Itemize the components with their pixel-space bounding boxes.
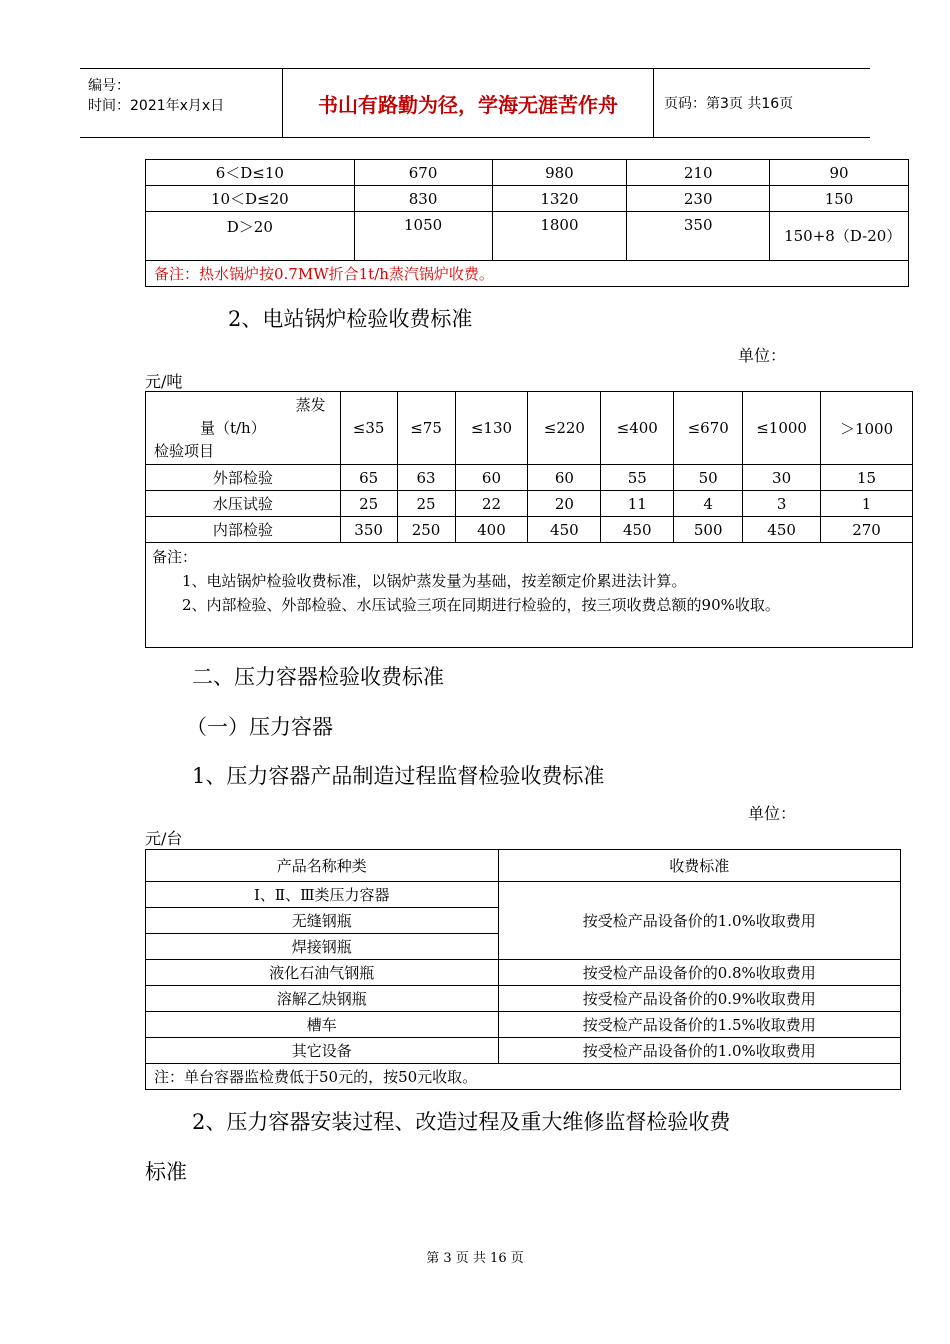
unit-value: 元/台 bbox=[145, 829, 183, 848]
table-cell: 500 bbox=[674, 517, 743, 543]
column-header: 收费标准 bbox=[498, 850, 900, 882]
column-header: ≤35 bbox=[340, 392, 397, 465]
table-header-row bbox=[146, 850, 901, 882]
table-cell: 90 bbox=[770, 160, 909, 186]
table-cell: 10＜D≤20 bbox=[146, 186, 355, 212]
table-cell: 400 bbox=[455, 517, 528, 543]
column-header: ≤75 bbox=[397, 392, 455, 465]
header-page-number: 页码：第3页 共16页 bbox=[664, 96, 794, 112]
table-cell: 63 bbox=[397, 465, 455, 491]
note-item: 2、内部检验、外部检验、水压试验三项在同期进行检验的，按三项收费总额的90%收取。 bbox=[182, 596, 780, 614]
fee-cell: 按受检产品设备价的1.0%收取费用 bbox=[498, 1038, 900, 1064]
document-number: 编号： bbox=[88, 78, 130, 94]
table-row bbox=[146, 960, 901, 986]
row-label: 外部检验 bbox=[146, 465, 341, 491]
table-cell: 1800 bbox=[492, 212, 627, 261]
fee-cell: 按受检产品设备价的0.9%收取费用 bbox=[498, 986, 900, 1012]
subsection-title-pressure-vessel: （一）压力容器 bbox=[186, 715, 333, 739]
table-cell: 450 bbox=[601, 517, 674, 543]
row-label: 水压试验 bbox=[146, 491, 341, 517]
table-cell: 6＜D≤10 bbox=[146, 160, 355, 186]
header-corner-top: 蒸发 bbox=[295, 395, 326, 414]
table-cell: 50 bbox=[674, 465, 743, 491]
table-cell: 230 bbox=[627, 186, 770, 212]
section-title-power-boiler: 2、电站锅炉检验收费标准 bbox=[228, 307, 473, 331]
column-header: ≤130 bbox=[455, 392, 528, 465]
unit-label: 单位： bbox=[748, 804, 797, 823]
table-cell: 30 bbox=[743, 465, 821, 491]
table-cell: 25 bbox=[397, 491, 455, 517]
pressure-vessel-fee-table bbox=[145, 849, 901, 1090]
product-cell: Ⅰ、Ⅱ、Ⅲ类压力容器 bbox=[146, 882, 499, 908]
table-cell: 150+8（D-20） bbox=[770, 212, 909, 261]
table-cell: 830 bbox=[354, 186, 492, 212]
column-header: ＞1000 bbox=[821, 392, 913, 465]
table-cell: 150 bbox=[770, 186, 909, 212]
table-note-row bbox=[146, 1064, 901, 1090]
table-row bbox=[146, 212, 909, 261]
fee-cell: 按受检产品设备价的0.8%收取费用 bbox=[498, 960, 900, 986]
section-title-manufacture: 1、压力容器产品制造过程监督检验收费标准 bbox=[192, 764, 605, 788]
table-cell: 65 bbox=[340, 465, 397, 491]
product-cell: 槽车 bbox=[146, 1012, 499, 1038]
header-corner-mid: 量（t/h） bbox=[199, 418, 266, 437]
table-cell: 270 bbox=[821, 517, 913, 543]
table-header-row bbox=[146, 392, 913, 465]
table-row bbox=[146, 160, 909, 186]
table-cell: 1320 bbox=[492, 186, 627, 212]
table-cell: 11 bbox=[601, 491, 674, 517]
column-header: ≤400 bbox=[601, 392, 674, 465]
table-cell: 20 bbox=[528, 491, 601, 517]
table-note: 备注：热水锅炉按0.7MW折合1t/h蒸汽锅炉收费。 bbox=[146, 261, 909, 287]
table-cell: 22 bbox=[455, 491, 528, 517]
column-header: ≤1000 bbox=[743, 392, 821, 465]
unit-value: 元/吨 bbox=[145, 372, 183, 391]
table-row bbox=[146, 1012, 901, 1038]
table-cell: 350 bbox=[627, 212, 770, 261]
table-row bbox=[146, 517, 913, 543]
fee-cell: 按受检产品设备价的1.0%收取费用 bbox=[498, 882, 900, 960]
table-cell: D＞20 bbox=[146, 212, 355, 261]
section-title-install-continued: 标准 bbox=[145, 1160, 187, 1184]
product-cell: 其它设备 bbox=[146, 1038, 499, 1064]
column-header: ≤670 bbox=[674, 392, 743, 465]
row-label: 内部检验 bbox=[146, 517, 341, 543]
table-row bbox=[146, 1038, 901, 1064]
table-cell: 25 bbox=[340, 491, 397, 517]
table-cell: 60 bbox=[528, 465, 601, 491]
table-header-corner bbox=[146, 392, 341, 465]
table-cell: 450 bbox=[528, 517, 601, 543]
table-cell: 55 bbox=[601, 465, 674, 491]
table-cell: 1 bbox=[821, 491, 913, 517]
table-row bbox=[146, 465, 913, 491]
table-cell: 3 bbox=[743, 491, 821, 517]
column-header: ≤220 bbox=[528, 392, 601, 465]
table-row bbox=[146, 186, 909, 212]
table-note-row bbox=[146, 543, 913, 648]
table-cell: 1050 bbox=[354, 212, 492, 261]
header-meta bbox=[80, 69, 283, 137]
unit-label: 单位： bbox=[738, 346, 787, 365]
note-title: 备注： bbox=[152, 548, 198, 566]
table-note bbox=[146, 543, 913, 648]
table-cell: 250 bbox=[397, 517, 455, 543]
table-cell: 15 bbox=[821, 465, 913, 491]
page-footer: 第 3 页 共 16 页 bbox=[426, 1251, 524, 1266]
fee-cell: 按受检产品设备价的1.5%收取费用 bbox=[498, 1012, 900, 1038]
table-cell: 210 bbox=[627, 160, 770, 186]
table-cell: 450 bbox=[743, 517, 821, 543]
product-cell: 无缝钢瓶 bbox=[146, 908, 499, 934]
table-cell: 350 bbox=[340, 517, 397, 543]
product-cell: 焊接钢瓶 bbox=[146, 934, 499, 960]
note-item: 1、电站锅炉检验收费标准，以锅炉蒸发量为基础，按差额定价累进法计算。 bbox=[182, 572, 687, 590]
section-title-pressure-vessel: 二、压力容器检验收费标准 bbox=[192, 665, 444, 689]
header-corner-bottom: 检验项目 bbox=[154, 441, 215, 460]
table-row bbox=[146, 882, 901, 908]
boiler-fee-table-continued bbox=[145, 159, 909, 287]
product-cell: 溶解乙炔钢瓶 bbox=[146, 986, 499, 1012]
table-note: 注：单台容器监检费低于50元的，按50元收取。 bbox=[146, 1064, 901, 1090]
header-motto: 书山有路勤为径，学海无涯苦作舟 bbox=[283, 69, 654, 137]
power-boiler-fee-table bbox=[145, 391, 913, 648]
table-note-row bbox=[146, 261, 909, 287]
table-row bbox=[146, 491, 913, 517]
document-date: 时间：2021年x月x日 bbox=[88, 98, 225, 114]
table-cell: 980 bbox=[492, 160, 627, 186]
table-cell: 60 bbox=[455, 465, 528, 491]
table-row bbox=[146, 986, 901, 1012]
section-title-install: 2、压力容器安装过程、改造过程及重大维修监督检验收费 bbox=[192, 1110, 731, 1134]
table-cell: 4 bbox=[674, 491, 743, 517]
page-header bbox=[80, 68, 870, 138]
column-header: 产品名称种类 bbox=[146, 850, 499, 882]
table-cell: 670 bbox=[354, 160, 492, 186]
product-cell: 液化石油气钢瓶 bbox=[146, 960, 499, 986]
